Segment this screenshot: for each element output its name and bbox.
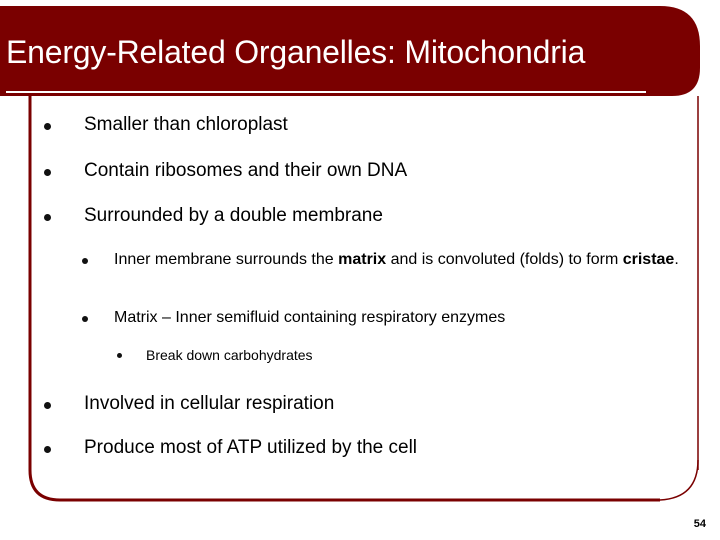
bullet-dot bbox=[44, 402, 51, 409]
bullet-dot bbox=[44, 123, 51, 130]
bullet-6: Break down carbohydrates bbox=[146, 347, 313, 363]
slide-title: Energy-Related Organelles: Mitochondria bbox=[6, 34, 586, 70]
bullet-dot bbox=[44, 214, 51, 221]
bullet-4-bold-cristae: cristae bbox=[622, 251, 675, 268]
bullet-dot bbox=[44, 446, 51, 453]
bullet-dot bbox=[44, 169, 51, 176]
bullet-8: Produce most of ATP utilized by the cell bbox=[84, 437, 418, 458]
page-number: 54 bbox=[693, 518, 706, 530]
bullet-4 bbox=[114, 251, 699, 269]
bullet-dot bbox=[117, 353, 122, 358]
bullet-4-text-c: . bbox=[674, 251, 679, 268]
bullet-4-text-b: and is convoluted (folds) to form bbox=[386, 251, 623, 268]
bullet-4-bold-matrix: matrix bbox=[338, 251, 387, 268]
bullet-3: Surrounded by a double membrane bbox=[84, 205, 383, 226]
bullet-2: Contain ribosomes and their own DNA bbox=[84, 160, 408, 181]
bullet-dot bbox=[82, 316, 88, 322]
bullet-dot bbox=[82, 258, 88, 264]
bullet-5: Matrix – Inner semifluid containing respiratory enzymes bbox=[114, 309, 506, 326]
bullet-7: Involved in cellular respiration bbox=[84, 393, 335, 414]
bullet-1: Smaller than chloroplast bbox=[84, 114, 288, 135]
bullet-4-text-a: Inner membrane surrounds the bbox=[114, 251, 339, 268]
frame-right-curve bbox=[660, 460, 698, 500]
